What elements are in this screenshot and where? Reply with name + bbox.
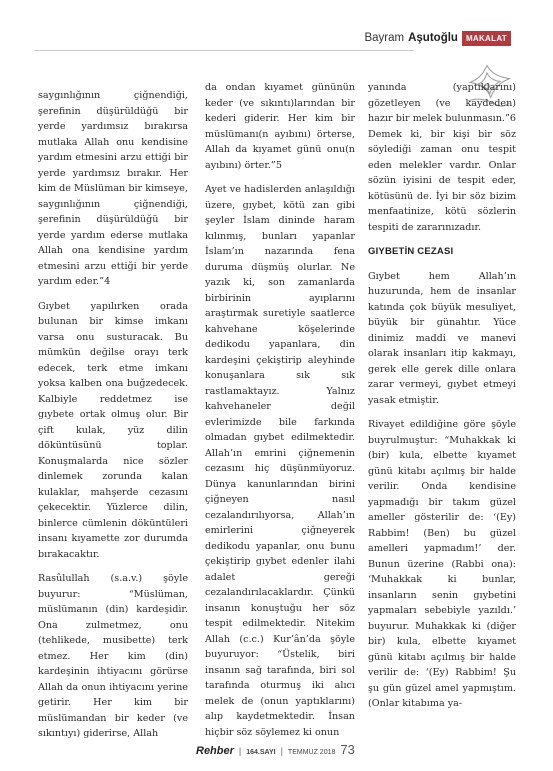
paragraph: Rivayet edildiğine göre şöyle buyrulmuştur: “Muhakkak ki (bir) kula, elbette kıyamet günü kitabı açılmış bir halde verilir. Onda kendisine yapmadığı bir takım güzel ameller gösterilir de: ‘(Ey) Rabbim! (Ben) bu güzel amelleri yapmadım!’ der. Bunun üzerine (Rabbi ona): ‘Muhakkak ki bunlar, insanların senin gıybetini yapmaları sebebiyle yazıldı.’ buyurur. Muhakkak ki (diğer bir) kula, elbette kıyamet günü kitabı açılmış bir halde verilir de: ‘(Ey) Rabbim! Şu şu gün güzel amel yapmıştım. (Onlar kitabıma ya- xyxy=(368,419,516,709)
paragraph: yanında (yaptıklarını) gözetleyen (ve kaydeden) hazır bir melek bulunmasın.”6 Demek ki, bir kişi bir söz söylediği zaman onu tespit eden melekler vardır. Onlar sözün iyisini de tespit eder, kötüsünü de. İyi bir söz bizim menfaatinize, kötü sözlerin tespiti de zararınızadır. xyxy=(368,82,516,233)
column-2 xyxy=(205,80,355,749)
issue-date: TEMMUZ 2018 xyxy=(287,749,336,756)
issue-number: 164.SAYI xyxy=(246,749,276,756)
column-1 xyxy=(38,88,188,751)
paragraph: Gıybet yapılırken orada bulunan bir kimse imkanı varsa onu susturacak. Bu mümkün değilse orayı terk edecek, terk etme imkanı yoksa kalben ona buğzedecek. Kalbiyle reddetmez ise gıybete ortak olmuş olur. Bir çift kulak, yüz dilin döküntüsünü toplar. Konuşmalarda nice sözler dinlemek zorunda kalan kulaklar, mahşerde cezasını çekecektir. Yüzlerce dilin, binlerce cümlenin döküntüleri insanı kıyamette zor durumda bırakacaktır. xyxy=(38,300,188,560)
page-footer xyxy=(196,742,355,757)
magazine-brand: Rehber xyxy=(196,745,234,757)
paragraph: Gıybet hem Allah’ın huzurunda, hem de insanlar katında çok büyük mesuliyet, büyük bir günahtır. Yüce dinimiz maddi ve manevi olarak insanları itip kakmayı, gerek elle gerek dille onlara zarar vermeyi, gıybet etmeyi yasak etmiştir. xyxy=(368,270,516,406)
column-3 xyxy=(368,80,516,721)
separator: | xyxy=(280,746,283,756)
separator: | xyxy=(238,746,242,756)
paragraph: Rasûlullah (s.a.v.) şöyle buyurur: “Müslüman, müslümanın (din) kardeşidir. Ona zulmetmez, onu (tehlikede, musibette) terk etmez. Her kim (din) kardeşinin ihtiyacını görürse Allah da onun ihtiyacını yerine getirir. Her kim bir müslümandan bir keder (ve sıkıntıyı) giderirse, Allah xyxy=(38,573,188,739)
author-last-name: Aşutoğlu xyxy=(408,32,458,44)
section-badge: MAKALAT xyxy=(462,31,511,46)
paragraph: Ayet ve hadislerden anlaşıldığı üzere, gıybet, kötü zan gibi şeyler İslam dininde haram kılınmış, bunları yapanlar İslam’ın nazarında fena duruma düşmüş olurlar. Ne yazık ki, son zamanlarda birbirinin ayıplarını araştırmak suretiyle saatlerce kahvehane köşelerinde dedikodu yapanlara, din kardeşini çekiştirip aleyhinde konuşanlara sık sık rastlamaktayız. Yalnız kahvehaneler değil evlerimizde bile farkında olmadan gıybet edilmektedir. Allah’ın emrini çiğnemenin cezasını hiç düşünmüyoruz. Dünya kanunlarından birini çiğneyen nasıl cezalandırılıyorsa, Allah’ın emirlerini çiğneyerek dedikodu yapanlar, onu bunu çekiştirip gıybet edenler ilahi adalet gereği cezalandırılacaklardır. Çünkü insanın konuştuğu her söz tespit edilmektedir. Nitekim Allah (c.c.) Kur’ân’da şöyle buyuruyor: “Üstelik, biri insanın sağ tarafında, biri sol tarafında oturmuş iki alıcı melek de (onun yaptıklarını) alıp kaydetmektedir. İnsan hiçbir söz söylemez ki onun xyxy=(205,184,355,738)
author-first-name: Bayram xyxy=(364,32,405,44)
header-rule xyxy=(34,50,414,51)
paragraph: saygınlığının çiğnendiği, şerefinin düşürüldüğü bir yerde yardımsız bırakırsa mutlaka Allah onu kendisine yardım etmesini arzu ettiği bir yerde yardımsız bırakır. Her kim de Müslüman bir kimseye, saygınlığının çiğnendiği, şerefinin düşürüldüğü bir yerde yardım ederse mutlaka Allah ona kendisine yardım etmesini arzu ettiği bir yerde yardım eder.”4 xyxy=(38,90,188,287)
section-heading: GIYBETİN CEZASI xyxy=(368,246,454,257)
paragraph: da ondan kıyamet gününün keder (ve sıkıntı)larından bir kederi giderir. Her kim bir müslümanı(n ayıbını) örterse, Allah da kıyamet günü onu(n ayıbını) örter.”5 xyxy=(205,82,355,171)
page-number: 73 xyxy=(340,742,355,757)
page-header xyxy=(364,28,511,48)
